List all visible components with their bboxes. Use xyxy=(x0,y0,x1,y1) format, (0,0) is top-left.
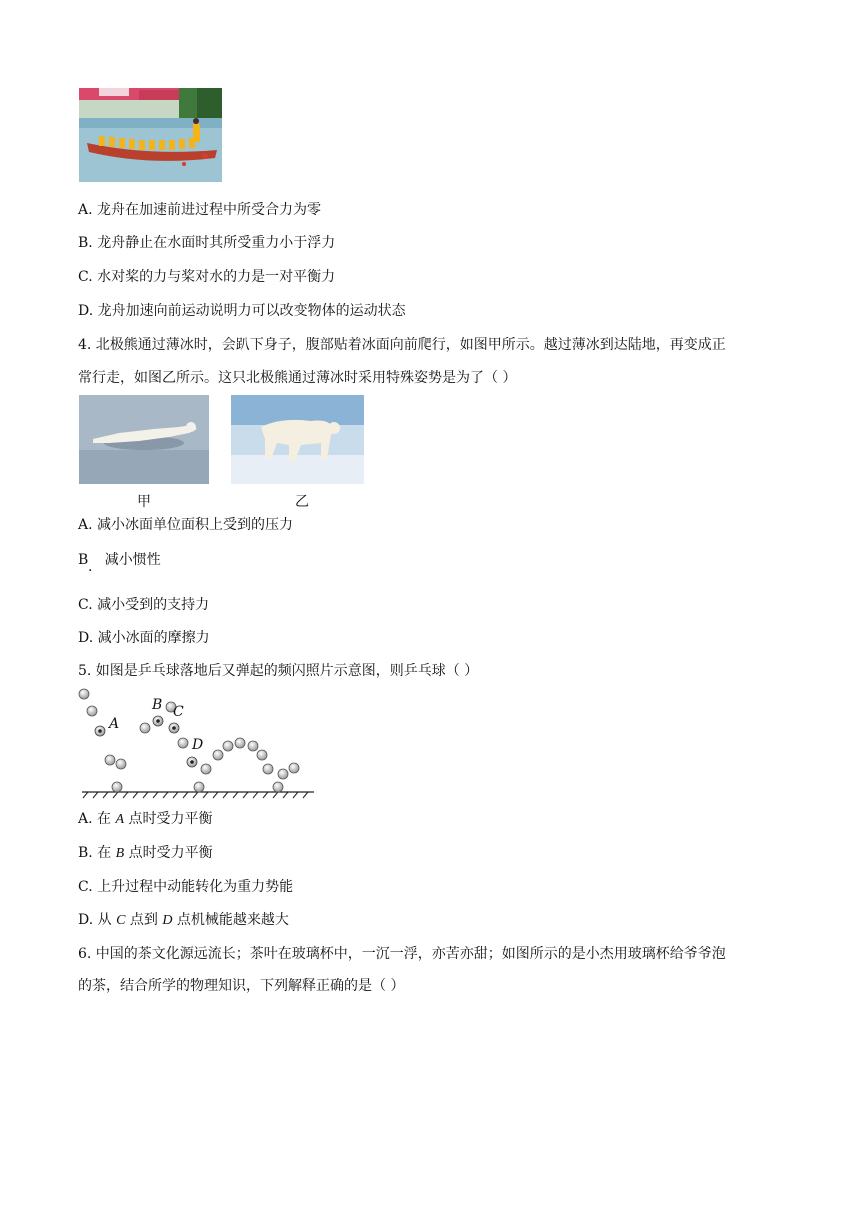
polar-bear-crawling-image xyxy=(79,395,209,484)
point-label-a: A xyxy=(109,716,120,732)
q5-option-d-pre: D. 从 xyxy=(78,912,117,928)
q5-option-a-var: A xyxy=(115,812,125,827)
q5-option-a-post: 点时受力平衡 xyxy=(124,811,213,827)
q4-stem-line2: 常行走，如图乙所示。这只北极熊通过薄冰时采用特殊姿势是为了（ ） xyxy=(78,370,517,386)
q5-option-d-post: 点机械能越来越大 xyxy=(172,912,289,928)
q4-option-d: D. 减小冰面的摩擦力 xyxy=(78,630,210,646)
option-b-dot: · xyxy=(88,563,93,579)
q5-option-b-pre: B. 在 xyxy=(78,845,116,861)
q4-option-c: C. 减小受到的支持力 xyxy=(78,597,210,613)
q4-stem-line1: 4. 北极熊通过薄冰时，会趴下身子，腹部贴着冰面向前爬行，如图甲所示。越过薄冰到达陆地，再变成正 xyxy=(78,337,726,353)
polar-bear-walking-image xyxy=(231,395,364,484)
caption-yi: 乙 xyxy=(295,494,309,510)
q5-stem: 5. 如图是乒乓球落地后又弹起的频闪照片示意图，则乒乓球（ ） xyxy=(78,663,479,679)
q4-option-b-text: 减小惯性 xyxy=(104,552,161,568)
q5-option-d-mid: 点到 xyxy=(125,912,163,928)
q5-option-d-var2: D xyxy=(162,913,173,928)
q6-stem-line2: 的茶，结合所学的物理知识，下列解释正确的是（ ） xyxy=(78,978,405,994)
point-label-d: D xyxy=(192,737,204,753)
q4-option-b-letter: B xyxy=(78,552,89,568)
q5-option-b xyxy=(78,843,213,864)
q4-option-a: A. 减小冰面单位面积上受到的压力 xyxy=(78,517,294,533)
q5-option-b-post: 点时受力平衡 xyxy=(124,845,213,861)
q3-option-a: A. 龙舟在加速前进过程中所受合力为零 xyxy=(78,202,322,218)
q5-option-a xyxy=(78,809,212,830)
q5-option-d xyxy=(78,910,289,931)
point-label-b: B xyxy=(152,697,163,713)
q3-option-b: B. 龙舟静止在水面时其所受重力小于浮力 xyxy=(78,235,336,251)
q5-option-d-var1: C xyxy=(116,913,126,928)
q6-stem-line1: 6. 中国的茶文化源远流长；茶叶在玻璃杯中，一沉一浮，亦苦亦甜；如图所示的是小杰用玻璃杯给爷爷泡 xyxy=(78,946,726,962)
dragon-boat-image xyxy=(79,88,222,182)
point-label-c: C xyxy=(173,704,184,720)
q3-option-d: D. 龙舟加速向前运动说明力可以改变物体的运动状态 xyxy=(78,303,406,319)
q5-option-b-var: B xyxy=(115,846,125,861)
q5-option-c: C. 上升过程中动能转化为重力势能 xyxy=(78,879,294,895)
q3-option-c: C. 水对桨的力与桨对水的力是一对平衡力 xyxy=(78,269,336,285)
q5-option-a-pre: A. 在 xyxy=(78,811,116,827)
caption-jia: 甲 xyxy=(137,494,151,510)
